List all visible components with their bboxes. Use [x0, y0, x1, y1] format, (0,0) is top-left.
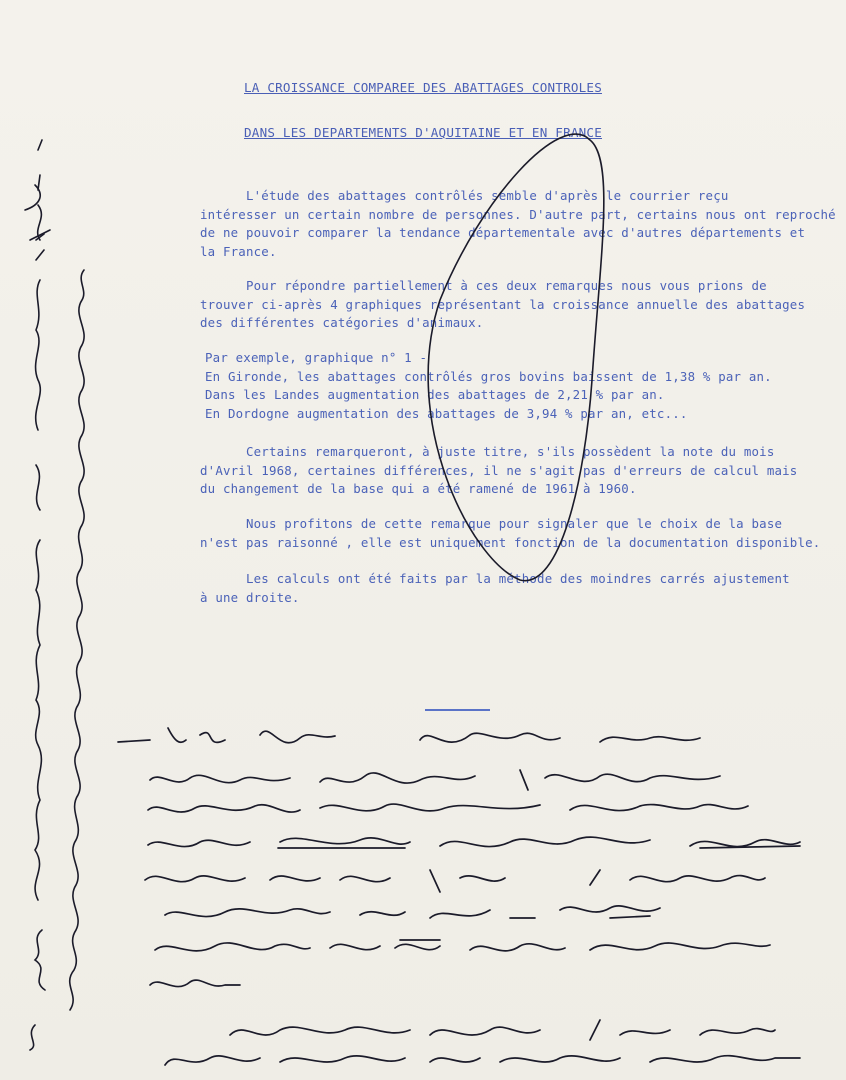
- paragraph-line: n'est pas raisonné , elle est uniquement fonction de la documentation disponible.: [200, 534, 821, 550]
- paragraph-line: à une droite.: [200, 589, 300, 605]
- paragraph-line: des différentes catégories d'animaux.: [200, 315, 484, 330]
- paragraph-line: du changement de la base qui a été ramené de 1961 à 1960.: [200, 481, 637, 496]
- paragraph-line: trouver ci-après 4 graphiques représentant la croissance annuelle des abattages: [200, 296, 806, 312]
- paragraph-line: d'Avril 1968, certaines différences, il ne s'agit pas d'erreurs de calcul mais: [200, 462, 798, 478]
- paragraph-line: intéresser un certain nombre de personnes. D'autre part, certains nous ont reproché: [200, 206, 836, 222]
- paragraph-line: Pour répondre partiellement à ces deux remarques nous vous prions de: [200, 278, 767, 293]
- pen-loop-mark: [428, 134, 604, 580]
- handwritten-letter: [118, 728, 800, 1065]
- example-line: Dans les Landes augmentation des abattages de 2,21 % par an.: [205, 387, 665, 402]
- paragraph-line: Nous profitons de cette remarque pour signaler que le choix de la base: [200, 516, 783, 531]
- paragraph-line: L'étude des abattages contrôlés semble d'après le courrier reçu: [200, 188, 729, 203]
- paragraph-line: Les calculs ont été faits par la méthode des moindres carrés ajustement: [200, 571, 790, 586]
- paragraph-line: de ne pouvoir comparer la tendance départementale avec d'autres départements et: [200, 225, 806, 240]
- example-line: En Dordogne augmentation des abattages de 3,94 % par an, etc...: [205, 405, 688, 421]
- margin-handwriting: [25, 140, 84, 1050]
- paragraph-line: la France.: [200, 243, 277, 259]
- paragraph-line: Certains remarqueront, à juste titre, s'ils possèdent la note du mois: [200, 444, 775, 459]
- document-subtitle: DANS LES DEPARTEMENTS D'AQUITAINE ET EN FRANCE: [244, 125, 602, 140]
- example-line: Par exemple, graphique n° 1 -: [205, 350, 428, 365]
- document-title: LA CROISSANCE COMPAREE DES ABATTAGES CONTROLES: [244, 80, 602, 95]
- example-line: En Gironde, les abattages contrôlés gros bovins baissent de 1,38 % par an.: [205, 368, 772, 384]
